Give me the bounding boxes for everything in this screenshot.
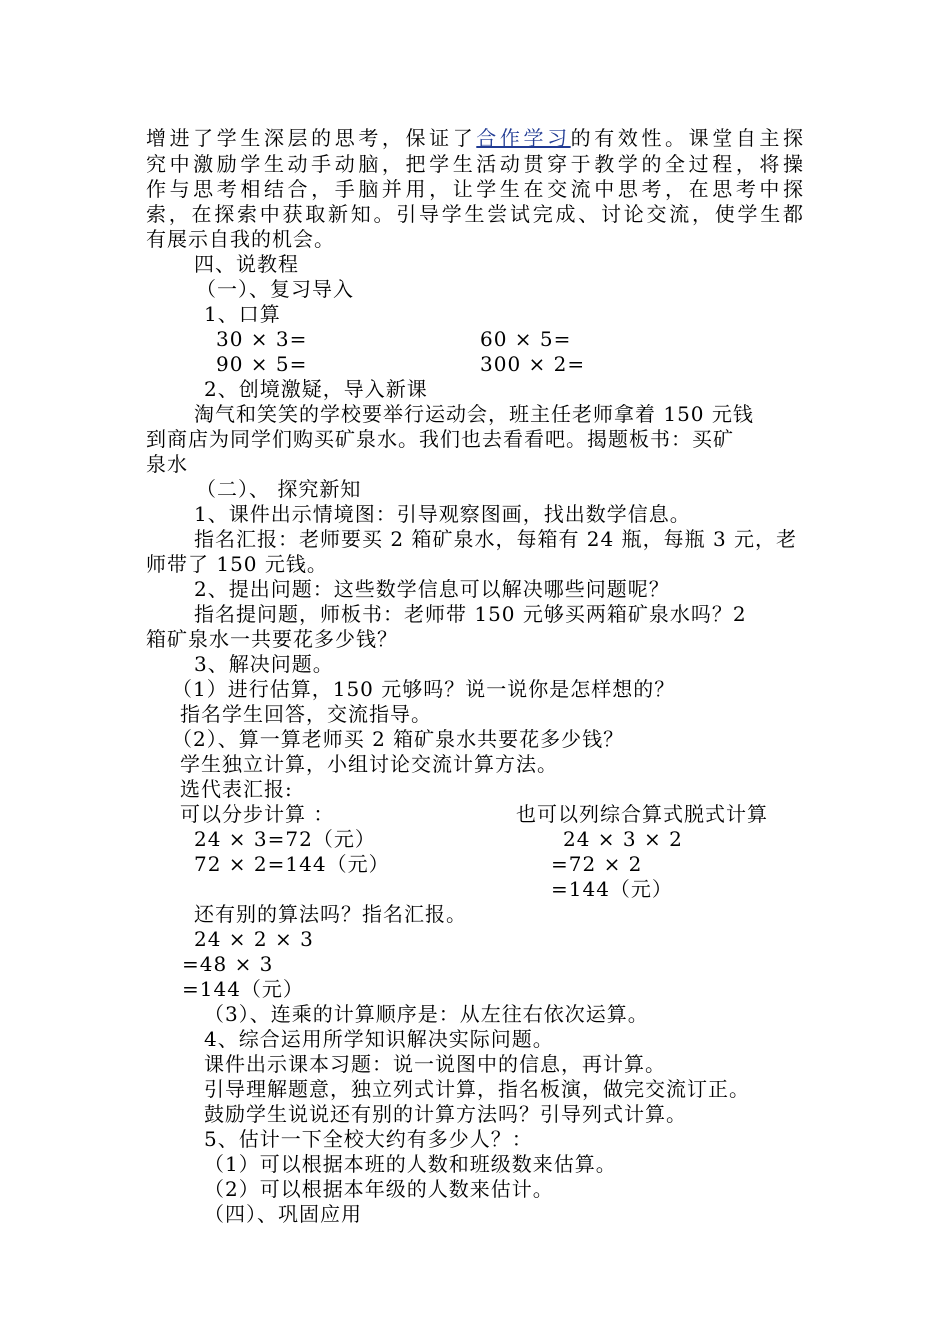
question-1-note: 指名学生回答，交流指导。 (180, 702, 432, 726)
calc-1: 30 × 3= (216, 327, 308, 351)
other-method: 还有别的算法吗？指名汇报。 (194, 902, 467, 926)
step-1: 1、课件出示情境图：引导观察图画，找出数学信息。 (194, 502, 691, 526)
step-5-b: （2）可以根据本年级的人数来估计。 (204, 1177, 554, 1201)
story-line-2: 到商店为同学们购买矿泉水。我们也去看看吧。揭题板书：买矿 (146, 427, 734, 451)
step-2: 2、提出问题：这些数学信息可以解决哪些问题呢？ (194, 577, 670, 601)
calc-2: 60 × 5= (480, 327, 572, 351)
combined-line-1: 24 × 3 × 2 (563, 827, 683, 851)
alt-line-1: 24 × 2 × 3 (194, 927, 314, 951)
part2-title: （二）、 探究新知 (196, 477, 362, 501)
stepwise-line-1: 24 × 3=72（元） (194, 827, 376, 851)
part4-title: （四）、巩固应用 (204, 1202, 362, 1226)
part1-title: （一）、复习导入 (196, 277, 354, 301)
section-title: 四、说教程 (194, 252, 299, 276)
step-5: 5、估计一下全校大约有多少人？： (204, 1127, 533, 1151)
step-3: 3、解决问题。 (194, 652, 334, 676)
combined-line-3: =144（元） (551, 877, 673, 901)
step-4-c: 鼓励学生说说还有别的计算方法吗？引导列式计算。 (204, 1102, 687, 1126)
paragraph-line-5: 有展示自我的机会。 (146, 227, 335, 251)
story-line-1: 淘气和笑笑的学校要举行运动会，班主任老师拿着 150 元钱 (194, 402, 754, 426)
step-5-a: （1）可以根据本班的人数和班级数来估算。 (204, 1152, 617, 1176)
question-3: （3）、连乘的计算顺序是：从左往右依次运算。 (204, 1002, 649, 1026)
calc-4: 300 × 2= (480, 352, 586, 376)
stepwise-line-2: 72 × 2=144（元） (194, 852, 390, 876)
question-2: （2）、算一算老师买 2 箱矿泉水共要花多少钱？ (172, 727, 625, 751)
part1-item2: 2、创境激疑，导入新课 (204, 377, 428, 401)
story-line-3: 泉水 (146, 452, 188, 476)
calc-3: 90 × 5= (216, 352, 308, 376)
step-2-question-line-2: 箱矿泉水一共要花多少钱？ (146, 627, 398, 651)
paragraph-line-4: 索，在探索中获取新知。引导学生尝试完成、讨论交流，使学生都 (146, 202, 804, 226)
part1-item1: 1、口算 (204, 302, 281, 326)
paragraph-line-3: 作与思考相结合，手脑并用，让学生在交流中思考，在思考中探 (146, 177, 804, 201)
alt-line-3: =144（元） (182, 977, 304, 1001)
step-4: 4、综合运用所学知识解决实际问题。 (204, 1027, 554, 1051)
step-2-question-line-1: 指名提问题，师板书：老师带 150 元够买两箱矿泉水吗？2 (194, 602, 747, 626)
combined-title: 也可以列综合算式脱式计算 (516, 802, 768, 826)
paragraph-line-1: 增进了学生深层的思考，保证了合作学习的有效性。课堂自主探 (146, 126, 805, 150)
question-1: （1）进行估算，150 元够吗？说一说你是怎样想的？ (172, 677, 676, 701)
question-2-note: 学生独立计算，小组讨论交流计算方法。 (180, 752, 558, 776)
step-4-b: 引导理解题意，独立列式计算，指名板演，做完交流订正。 (204, 1077, 750, 1101)
paragraph-line-2: 究中激励学生动手动脑，把学生活动贯穿于教学的全过程，将操 (146, 152, 804, 176)
step-1-report-line-2: 师带了 150 元钱。 (146, 552, 328, 576)
step-4-a: 课件出示课本习题：说一说图中的信息，再计算。 (204, 1052, 666, 1076)
step-1-report-line-1: 指名汇报：老师要买 2 箱矿泉水，每箱有 24 瓶，每瓶 3 元，老 (194, 527, 798, 551)
question-2-report: 选代表汇报: (180, 777, 293, 801)
hyperlink-cooperative-learning[interactable]: 合作学习 (476, 126, 571, 150)
alt-line-2: =48 × 3 (182, 952, 274, 976)
combined-line-2: =72 × 2 (551, 852, 643, 876)
stepwise-title: 可以分步计算 ： (180, 802, 335, 826)
